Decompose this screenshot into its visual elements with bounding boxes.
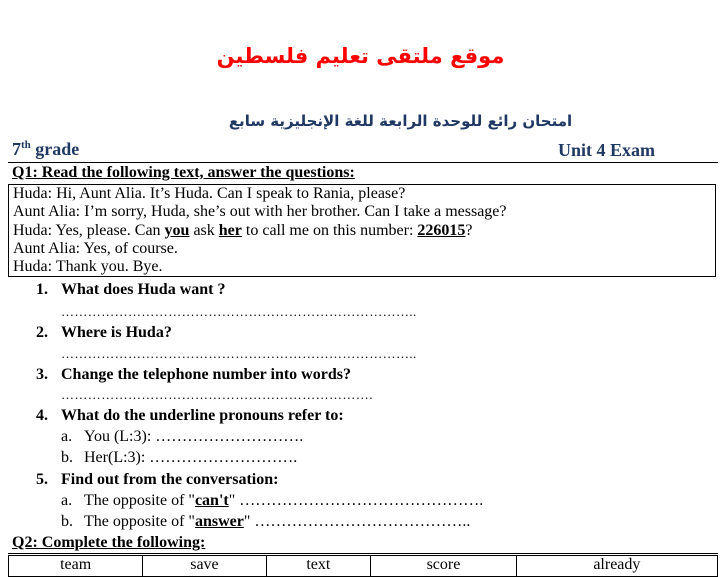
answer-line-3[interactable]: ……………………………………………………………. [61, 387, 373, 402]
word-bank-item: already [516, 556, 717, 577]
question-4-number: 4. [36, 407, 48, 424]
underlined-you: you [164, 221, 190, 239]
conversation-line: Huda: Thank you. Bye. [13, 258, 163, 276]
question-2-text: Where is Huda? [61, 324, 172, 341]
answer-line-1[interactable]: …………………………………………………………………….. [61, 304, 417, 319]
sub-item-label: a. [61, 492, 73, 509]
answer-her-ref[interactable]: Her(L:3): ………………………. [84, 449, 298, 466]
site-title: موقع ملتقى تعليم فلسطين [216, 44, 505, 68]
q1-heading: Q1: Read the following text, answer the questions: [12, 164, 355, 181]
word-bank-item: team [9, 556, 143, 577]
sub-item-label: a. [61, 428, 73, 445]
grade-label: 7th grade [12, 139, 80, 159]
exam-title: امتحان رائع للوحدة الرابعة للغة الإنجليزية سابع [228, 112, 573, 130]
word-bank-item: score [371, 556, 517, 577]
question-1-text: What does Huda want ? [61, 281, 226, 298]
conversation-box [8, 184, 716, 277]
q2-heading: Q2: Complete the following: [12, 534, 206, 551]
sub-item-label: b. [61, 513, 73, 530]
conversation-line: Huda: Yes, please. Can you ask her to call me on this number: 226015? [13, 221, 473, 239]
question-3-text: Change the telephone number into words? [61, 366, 351, 383]
underlined-her: her [218, 221, 242, 239]
word-bank-item: text [266, 556, 371, 577]
opposite-cant[interactable]: The opposite of "can't" ………………………………………. [84, 492, 484, 509]
header-divider [8, 162, 718, 163]
question-3-number: 3. [36, 366, 48, 383]
question-1-number: 1. [36, 281, 48, 298]
conversation-line: Huda: Hi, Aunt Alia. It’s Huda. Can I speak to Rania, please? [13, 185, 406, 202]
answer-you-ref[interactable]: You (L:3): ………………………. [84, 428, 304, 445]
q2-divider [8, 553, 718, 554]
phone-number: 226015 [417, 221, 466, 239]
word-bank [8, 555, 718, 577]
unit-label: Unit 4 Exam [558, 140, 656, 160]
sub-item-label: b. [61, 449, 73, 466]
question-5-text: Find out from the conversation: [61, 471, 279, 488]
conversation-line: Aunt Alia: I’m sorry, Huda, she’s out with her brother. Can I take a message? [13, 203, 507, 221]
question-4-text: What do the underline pronouns refer to: [61, 407, 344, 424]
question-5-number: 5. [36, 471, 48, 488]
question-2-number: 2. [36, 324, 48, 341]
opposite-answer[interactable]: The opposite of "answer" ………………………………….. [84, 513, 471, 530]
answer-line-2[interactable]: …………………………………………………………………….. [61, 346, 417, 361]
conversation-line: Aunt Alia: Yes, of course. [13, 239, 178, 257]
word-bank-item: save [143, 556, 266, 577]
